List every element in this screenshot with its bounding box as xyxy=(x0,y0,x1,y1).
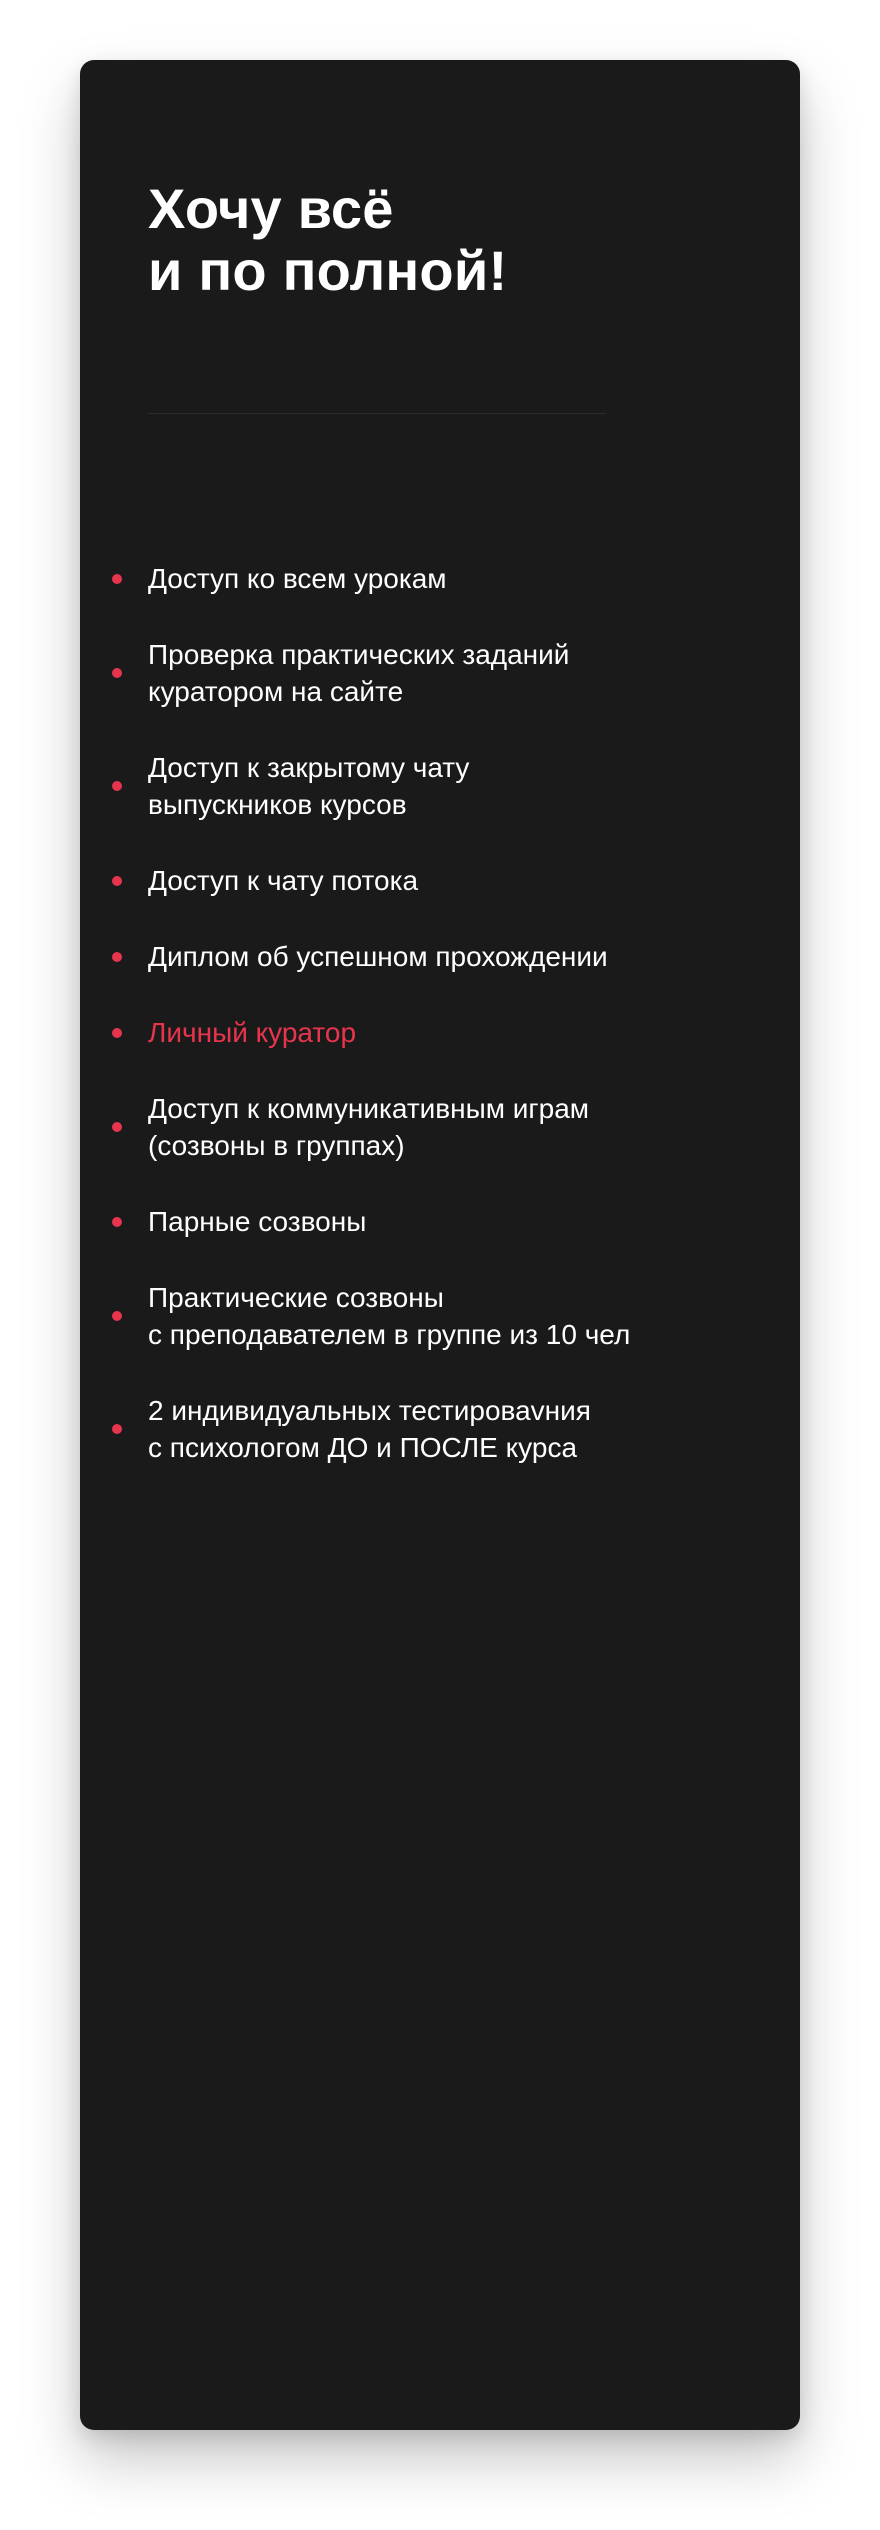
feature-item xyxy=(148,1090,748,1164)
bullet-icon xyxy=(112,876,122,886)
feature-text: Диплом об успешном прохождении xyxy=(148,941,608,972)
feature-text: Практические созвоны xyxy=(148,1282,444,1313)
feature-text: (созвоны в группах) xyxy=(148,1130,405,1161)
feature-text: Доступ к коммуникативным играм xyxy=(148,1093,590,1124)
pricing-card xyxy=(80,60,800,2430)
feature-text: Доступ к закрытому чату xyxy=(148,752,470,783)
feature-text: с психологом ДО и ПОСЛЕ курса xyxy=(148,1432,578,1463)
feature-item xyxy=(148,938,748,975)
divider xyxy=(148,413,606,414)
feature-text: Доступ к чату потока xyxy=(148,865,419,896)
bullet-icon xyxy=(112,668,122,678)
bullet-icon xyxy=(112,1311,122,1321)
card-title-line: и по полной! xyxy=(148,239,508,302)
feature-text: с преподавателем в группе из 10 чел xyxy=(148,1319,631,1350)
feature-item xyxy=(148,862,748,899)
bullet-icon xyxy=(112,1217,122,1227)
feature-item xyxy=(148,636,748,710)
bullet-icon xyxy=(112,781,122,791)
feature-text: куратором на сайте xyxy=(148,676,404,707)
feature-text: Личный куратор xyxy=(148,1017,357,1048)
card-title xyxy=(148,178,507,302)
bullet-icon xyxy=(112,1424,122,1434)
bullet-icon xyxy=(112,952,122,962)
feature-text: Парные созвоны xyxy=(148,1206,367,1237)
feature-item-highlighted xyxy=(148,1014,748,1051)
feature-item xyxy=(148,1279,748,1353)
feature-item xyxy=(148,1392,748,1466)
bullet-icon xyxy=(112,1028,122,1038)
feature-text: Доступ ко всем урокам xyxy=(148,563,447,594)
feature-text: 2 индивидуальных тестироваvния xyxy=(148,1395,591,1426)
card-title-line: Хочу всё xyxy=(148,177,394,240)
bullet-icon xyxy=(112,574,122,584)
feature-item xyxy=(148,560,748,597)
feature-item xyxy=(148,749,748,823)
feature-text: Проверка практических заданий xyxy=(148,639,570,670)
feature-item xyxy=(148,1203,748,1240)
bullet-icon xyxy=(112,1122,122,1132)
feature-text: выпускников курсов xyxy=(148,789,407,820)
